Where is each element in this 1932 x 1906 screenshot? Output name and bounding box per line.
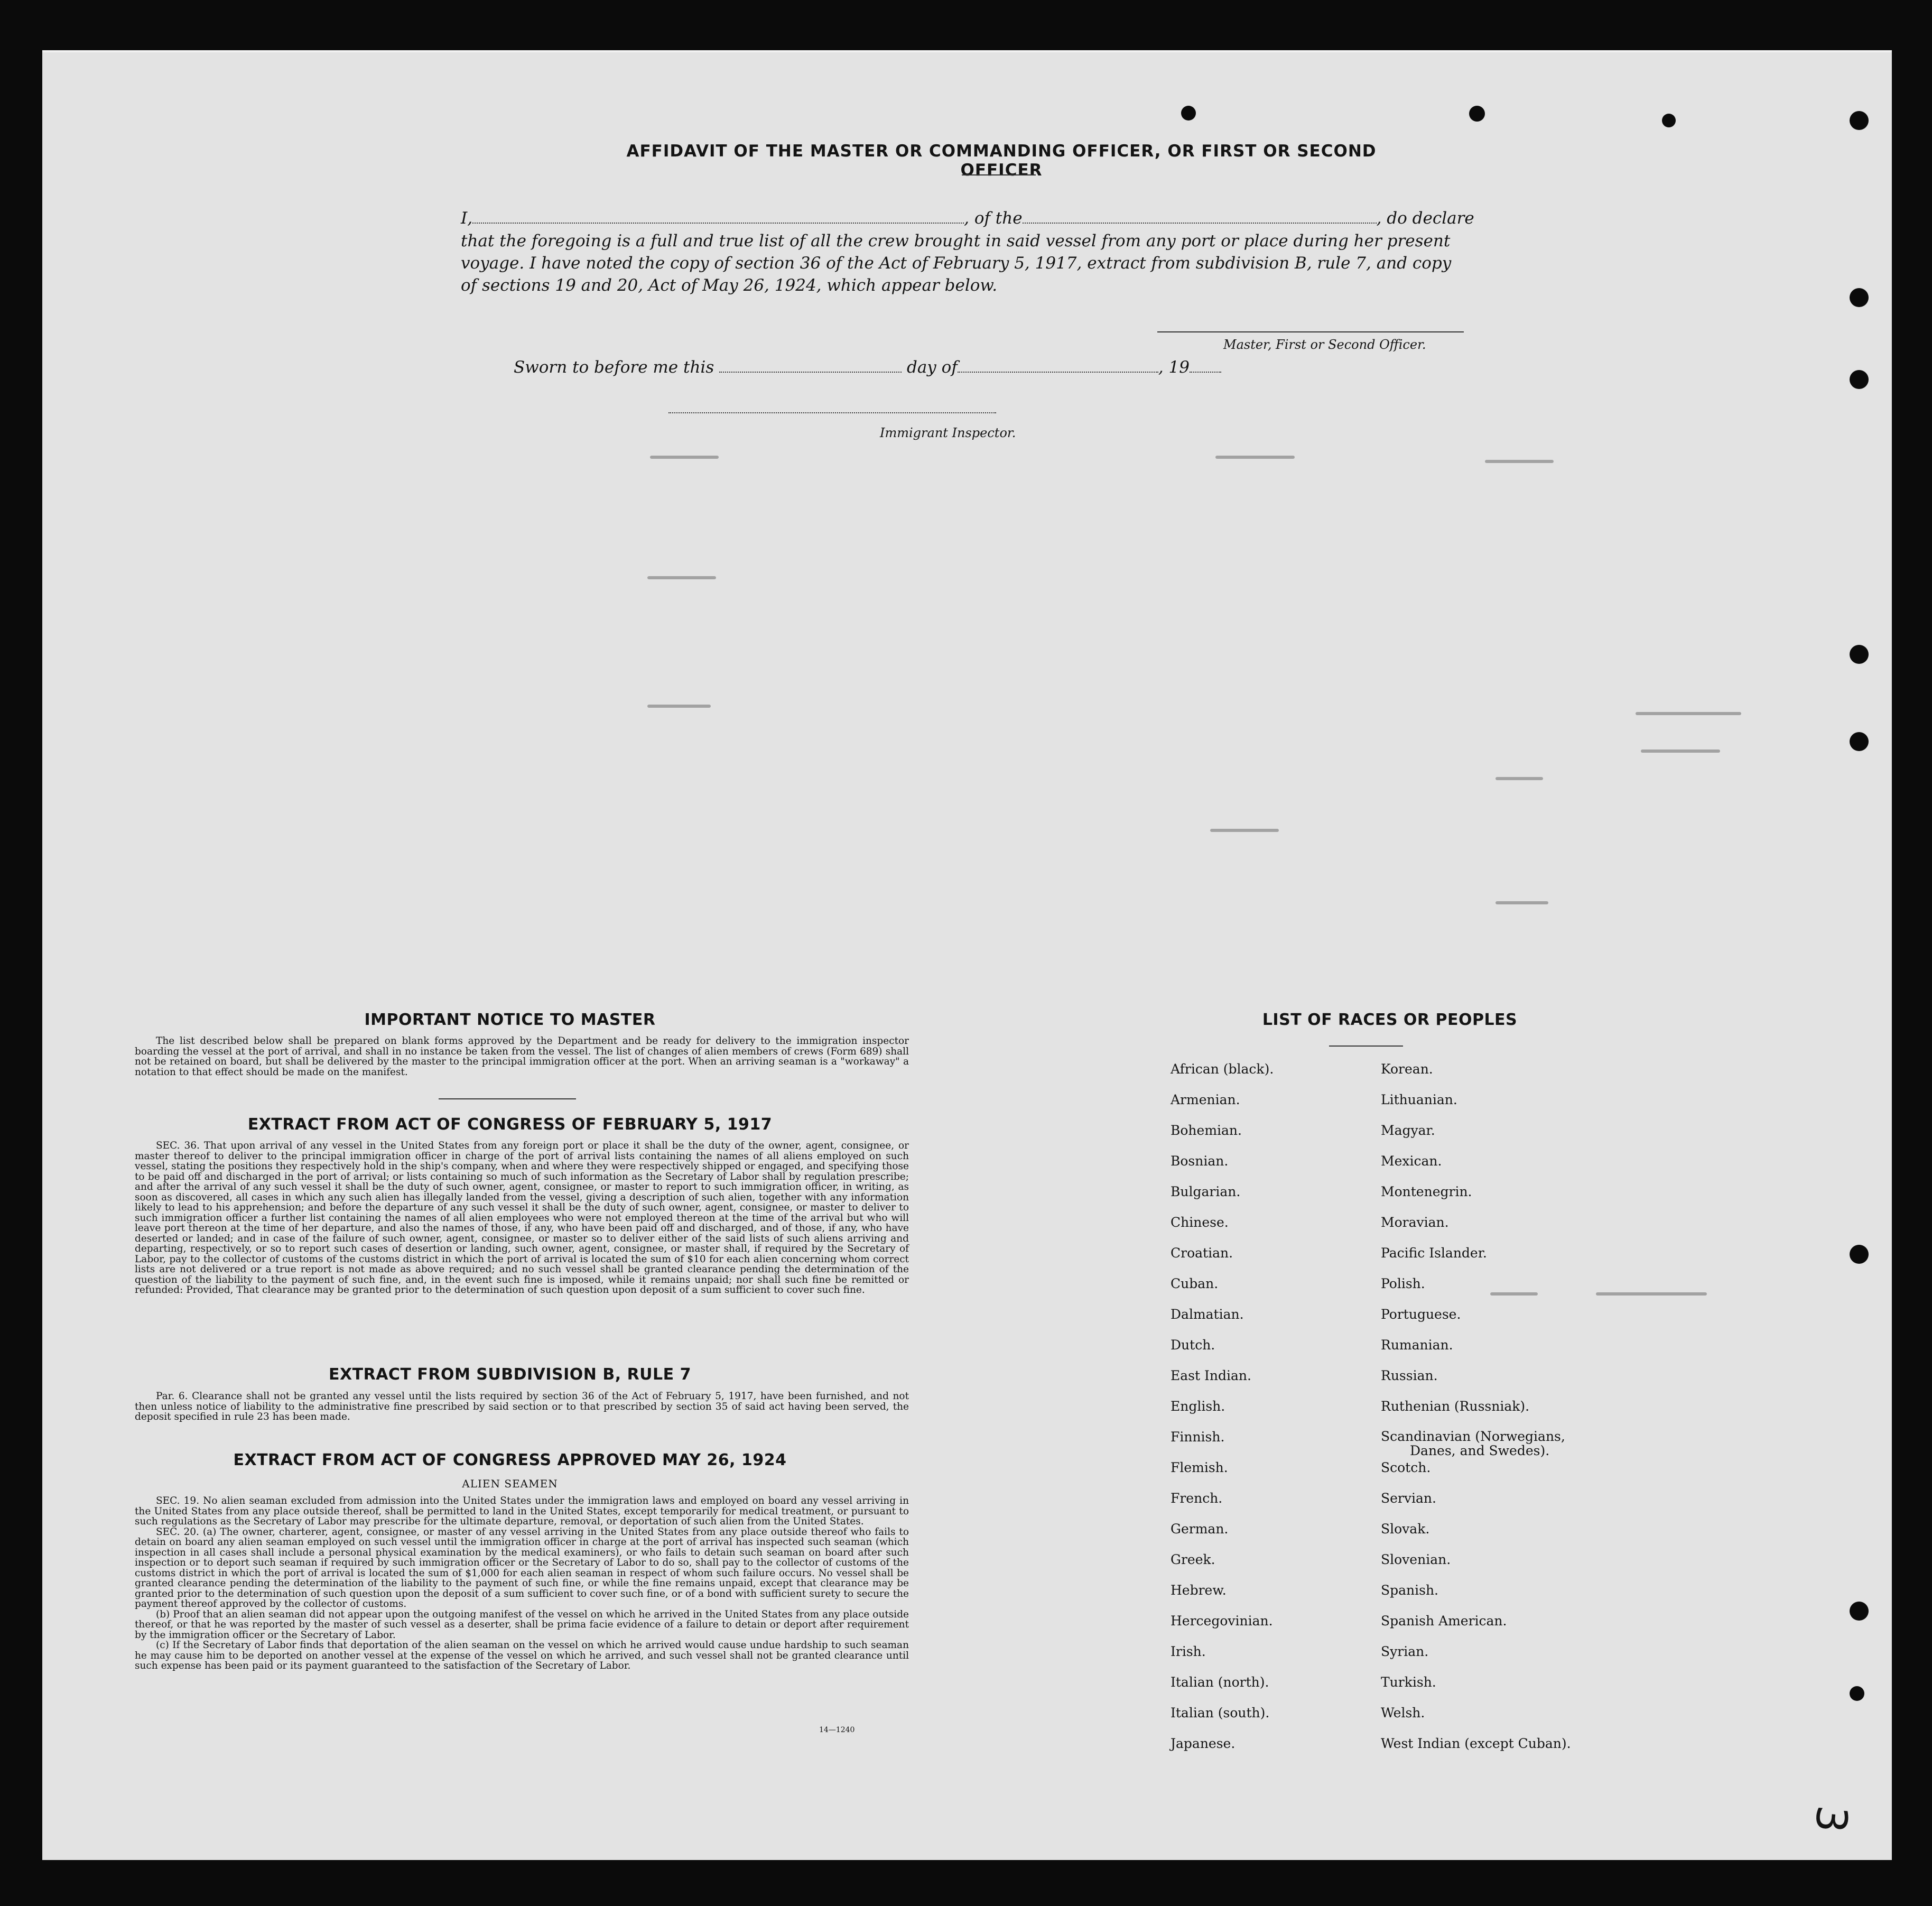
race-item: Moravian. — [1381, 1215, 1449, 1230]
race-item: Lithuanian. — [1381, 1092, 1457, 1107]
sec-19-paragraph: SEC. 19. No alien seaman excluded from admission into the United States under the immigration laws and employed on board any vessel arriving in the United States from any place outside thereof, shall be permitted to land in the United States, except temporarily for medical treatment, or pursuant to such regulations as the Secretary of Labor may prescribe for the ultimate departure, removal, or deportation of such alien from the United States. — [135, 1495, 909, 1527]
races-list-left — [1171, 1061, 1274, 1766]
race-item: Russian. — [1381, 1368, 1438, 1383]
race-item: Mexican. — [1381, 1153, 1442, 1169]
race-item: Slovenian. — [1381, 1552, 1451, 1567]
signature-line[interactable] — [1157, 331, 1464, 332]
affidavit-text-line: that the foregoing is a full and true list of all the crew brought in said vessel from any port or place during her present — [461, 232, 1451, 251]
punch-hole-9 — [1181, 106, 1196, 121]
signature-caption: Master, First or Second Officer. — [1223, 337, 1426, 352]
extract-rule7-body — [135, 1391, 909, 1422]
notice-paragraph: The list described below shall be prepared on blank forms approved by the Department and be ready for delivery to the immigration inspector boarding the vessel at the port of arrival, and shall in no instance be taken from the vessel. The list of changes of alien members of crews (Form 689) shall not be retained on board, but shall be delivered by the master to the principal immigration officer at the port. When an arriving seaman is a "workaway" a notation to that effect should be made on the manifest. — [135, 1035, 909, 1078]
extract-1924-body — [135, 1496, 909, 1671]
bleed-through-mark — [1496, 777, 1543, 780]
inspector-signature-line[interactable] — [668, 412, 996, 413]
sec-20c-paragraph: (c) If the Secretary of Labor finds that deportation of the alien seaman on the vessel on which he arrived would cause undue hardship to such seaman he may cause him to be deported on another vessel at the expense of the vessel on which he arrived, and such vessel shall not be granted clearance until such expense has been paid or its payment guaranteed to the satisfaction of the Secretary of Labor. — [135, 1640, 909, 1671]
bleed-through-mark — [1596, 1292, 1707, 1296]
race-item: German. — [1171, 1521, 1229, 1537]
race-item: Magyar. — [1381, 1123, 1435, 1138]
punch-hole-5 — [1850, 732, 1869, 751]
inspector-caption: Immigrant Inspector. — [880, 425, 1016, 440]
punch-hole-2 — [1850, 288, 1869, 307]
sworn-line — [514, 358, 1221, 377]
bleed-through-mark — [1485, 460, 1554, 463]
race-item: West Indian (except Cuban). — [1381, 1736, 1571, 1751]
race-item: Servian. — [1381, 1491, 1436, 1506]
punch-hole-1 — [1850, 111, 1869, 130]
sworn-month-field[interactable] — [958, 359, 1158, 373]
races-title: LIST OF RACES OR PEOPLES — [1262, 1011, 1518, 1029]
races-title-rule — [1329, 1045, 1403, 1047]
race-item: Welsh. — [1381, 1705, 1425, 1720]
race-item: Spanish. — [1381, 1583, 1439, 1598]
extract-1917-title: EXTRACT FROM ACT OF CONGRESS OF FEBRUARY 5, 1917 — [247, 1115, 773, 1134]
handwritten-page-number: 3 — [1805, 1803, 1857, 1835]
race-item: Dutch. — [1171, 1337, 1215, 1353]
sworn-day-field[interactable] — [719, 359, 902, 373]
extract-1924-title: EXTRACT FROM ACT OF CONGRESS APPROVED MAY 26, 1924 — [233, 1451, 787, 1469]
race-item-line: Scandinavian (Norwegians, — [1381, 1429, 1565, 1444]
affidavit-title-rule — [962, 174, 1036, 175]
race-item: African (black). — [1171, 1061, 1274, 1077]
race-item: Chinese. — [1171, 1215, 1229, 1230]
of-the-label: , of the — [964, 209, 1023, 228]
declarant-name-field[interactable] — [472, 210, 964, 224]
do-declare-label: , do declare — [1376, 209, 1474, 228]
race-item: English. — [1171, 1399, 1225, 1414]
race-item: Slovak. — [1381, 1521, 1430, 1537]
race-item-continuation: Danes, and Swedes). — [1410, 1443, 1550, 1458]
race-item: Croatian. — [1171, 1245, 1233, 1261]
alien-seamen-subtitle: ALIEN SEAMEN — [462, 1477, 558, 1490]
punch-hole-10 — [1469, 106, 1485, 122]
affidavit-title: AFFIDAVIT OF THE MASTER OR COMMANDING OFFICER, OR FIRST OR SECOND OFFICER — [626, 142, 1377, 180]
race-item: Rumanian. — [1381, 1337, 1453, 1353]
race-item: Cuban. — [1171, 1276, 1219, 1291]
race-item: Hebrew. — [1171, 1583, 1227, 1598]
bleed-through-mark — [1641, 750, 1720, 753]
race-item: French. — [1171, 1491, 1223, 1506]
race-item: Finnish. — [1171, 1429, 1225, 1445]
race-item: Syrian. — [1381, 1644, 1429, 1659]
races-list-right — [1381, 1061, 1571, 1766]
race-item: Polish. — [1381, 1276, 1425, 1291]
bleed-through-mark — [1496, 901, 1548, 904]
bleed-through-mark — [650, 456, 719, 459]
year-label: , 19 — [1158, 358, 1190, 377]
punch-hole-11 — [1662, 114, 1676, 127]
form-number: 14—1240 — [819, 1726, 855, 1734]
race-item: Italian (north). — [1171, 1674, 1269, 1690]
race-item: Pacific Islander. — [1381, 1245, 1487, 1261]
sec-36-paragraph: SEC. 36. That upon arrival of any vessel in the United States from any foreign port or place it shall be the duty of the owner, agent, consignee, or master thereof to deliver to the principal immigration officer in charge of the port of arrival lists containing the names of all aliens employed on such vessel, stating the positions they respectively hold in the ship's company, when and where they were respectively shipped or engaged, and specifying those to be paid off and discharged in the port of arrival; or lists containing so much of such information as the Secretary of Labor shall by regulation prescribe; and after the arrival of any such vessel it shall be the duty of such owner, agent, consignee, or master to report to such immigration officer, in writing, as soon as discovered, all cases in which any such alien has illegally landed from the vessel, giving a description of such alien, together with any information likely to lead to his apprehension; and before the departure of any such vessel it shall be the duty of such owner, agent, consignee, or master to deliver to such immigration officer a further list containing the names of all alien employees who were not employed thereon at the time of the arrival but who will leave port thereon at the time of her departure, and also the names of those, if any, who have been paid off and discharged, and of those, if any, who have deserted or landed; and in case of the failure of such owner, agent, consignee, or master so to deliver either of the said lists of such aliens arriving and departing, respectively, or so to report such cases of desertion or landing, such owner, agent, consignee, or master shall, if required by the Secretary of Labor, pay to the collector of customs of the customs district in which the port of arrival is located the sum of $10 for each alien concerning whom correct lists are not delivered or a true report is not made as above required; and no such vessel shall be granted clearance pending the determination of the question of the liability to the payment of such fine, and, in the event such fine is imposed, while it remains unpaid; nor shall such fine be remitted or refunded: Provided, That clearance may be granted prior to the determination of such question upon deposit of a sum sufficient to cover such fine. — [135, 1140, 909, 1296]
race-item: Irish. — [1171, 1644, 1206, 1659]
race-item: Japanese. — [1171, 1736, 1236, 1751]
punch-hole-4 — [1850, 645, 1869, 664]
race-item: Turkish. — [1381, 1674, 1436, 1690]
race-item: Flemish. — [1171, 1460, 1228, 1475]
affidavit-text-line: of sections 19 and 20, Act of May 26, 1924, which appear below. — [461, 276, 998, 295]
bleed-through-mark — [647, 705, 711, 708]
race-item: Portuguese. — [1381, 1307, 1461, 1322]
race-item: Korean. — [1381, 1061, 1433, 1077]
race-item — [1381, 1429, 1571, 1460]
race-item: Greek. — [1171, 1552, 1215, 1567]
extract-1917-body — [135, 1141, 909, 1296]
race-item: Bohemian. — [1171, 1123, 1242, 1138]
race-item: Armenian. — [1171, 1092, 1240, 1107]
sec-20a-paragraph: SEC. 20. (a) The owner, charterer, agent, consignee, or master of any vessel arriving in the United States from any place outside thereof who fails to detain on board any alien seaman employed on such vessel until the immigration officer in charge at the port of arrival has inspected such seaman (which inspection in all cases shall include a personal physical examination by the medical examiners), or who fails to detain such seaman on board after such inspection or to deport such seaman if required by such immigration officer or the Secretary of Labor to do so, shall pay to the collector of customs of the customs district in which the port of arrival is located the sum of $1,000 for each alien seaman in respect of whom such failure occurs. No vessel shall be granted clearance pending the determination of the liability to the payment of such fine, or while the fine remains unpaid, except that clearance may be granted prior to the determination of such question upon the deposit of a sum sufficient to cover such fine, or of a bond with sufficient surety to secure the payment thereof approved by the collector of customs. — [135, 1526, 909, 1609]
affidavit-text-line: voyage. I have noted the copy of section 36 of the Act of February 5, 1917, extract from subdivision B, rule 7, and copy — [461, 254, 1452, 273]
race-item: Dalmatian. — [1171, 1307, 1244, 1322]
declarant-label: I, — [461, 209, 473, 228]
punch-hole-3 — [1850, 370, 1869, 389]
race-item: Spanish American. — [1381, 1613, 1507, 1629]
extract-rule7-title: EXTRACT FROM SUBDIVISION B, RULE 7 — [329, 1365, 691, 1384]
sworn-year-field[interactable] — [1190, 359, 1221, 373]
punch-hole-7 — [1850, 1602, 1869, 1621]
section-divider — [439, 1098, 576, 1099]
sworn-label: Sworn to before me this — [514, 358, 714, 377]
race-item: Ruthenian (Russniak). — [1381, 1399, 1530, 1414]
par-6-paragraph: Par. 6. Clearance shall not be granted any vessel until the lists required by section 36 of the Act of February 5, 1917, have been furnished, and not then unless notice of liability to the administrative fine prescribed by said section or to that prescribed by section 35 of said act having been served, the deposit specified in rule 23 has been made. — [135, 1391, 909, 1422]
bleed-through-mark — [1215, 456, 1295, 459]
vessel-name-field[interactable] — [1023, 210, 1377, 224]
race-item: East Indian. — [1171, 1368, 1251, 1383]
race-item: Hercegovinian. — [1171, 1613, 1273, 1629]
bleed-through-mark — [647, 576, 716, 579]
bleed-through-mark — [1636, 712, 1741, 715]
notice-body — [135, 1036, 909, 1077]
notice-title: IMPORTANT NOTICE TO MASTER — [364, 1011, 656, 1029]
race-item: Italian (south). — [1171, 1705, 1270, 1720]
race-item: Scotch. — [1381, 1460, 1431, 1475]
punch-hole-8 — [1850, 1686, 1864, 1701]
race-item: Bulgarian. — [1171, 1184, 1241, 1199]
race-item: Montenegrin. — [1381, 1184, 1472, 1199]
day-of-label: day of — [906, 358, 958, 377]
race-item: Bosnian. — [1171, 1153, 1229, 1169]
sec-20b-paragraph: (b) Proof that an alien seaman did not appear upon the outgoing manifest of the vessel on which he arrived in the United States from any place outside thereof, or that he was reported by the master of such vessel as a deserter, shall be prima facie evidence of a failure to detain or deport after requirement by the immigration officer or the Secretary of Labor. — [135, 1608, 909, 1641]
bleed-through-mark — [1210, 829, 1279, 832]
affidavit-declaration-line — [461, 209, 1474, 228]
punch-hole-6 — [1850, 1245, 1869, 1264]
